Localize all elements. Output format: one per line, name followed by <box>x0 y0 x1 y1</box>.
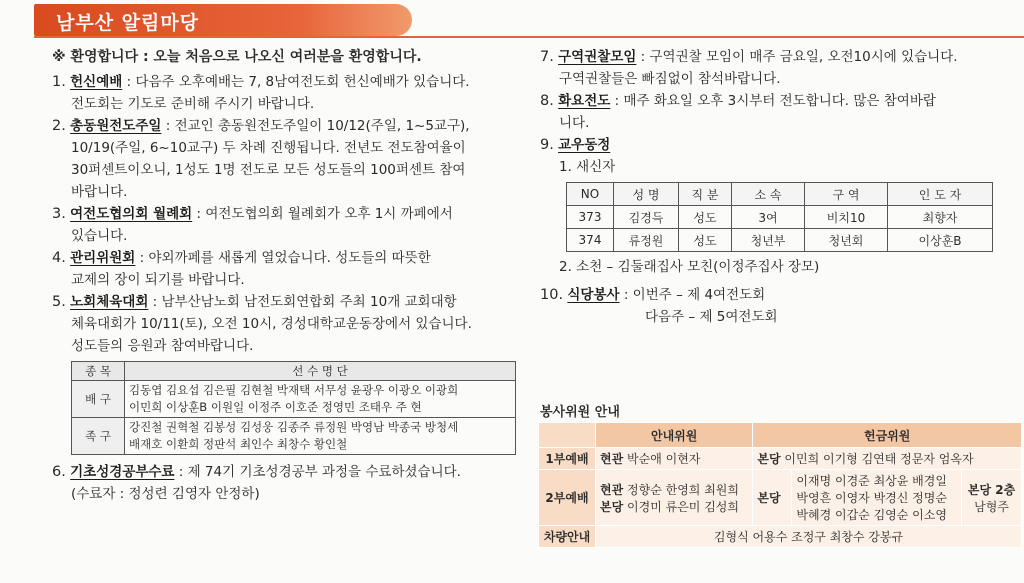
item-subheading: 2. 소천 – 김둘래집사 모친(이정주집사 장모) <box>559 259 820 275</box>
announcement-item <box>52 461 527 505</box>
roster-sport: 족 구 <box>72 418 125 455</box>
announcement-item <box>540 134 1020 178</box>
newcomer-header: 직 분 <box>679 183 732 206</box>
offering-side-cell <box>962 470 1022 526</box>
item-text: 전도회는 기도로 준비해 주시기 바랍니다. <box>71 96 315 112</box>
welcome-text: ※ 환영합니다 : 오늘 처음으로 나오신 여러분을 환영합니다. <box>52 49 422 65</box>
item-number: 6. <box>52 464 66 480</box>
location-label: 본당 2층 <box>967 482 1016 497</box>
item-text: : 여전도협의회 월례회가 오후 1시 까페에서 <box>192 206 453 222</box>
table-row <box>72 418 516 455</box>
vehicle-cell: 김형식 어용수 조정구 최창수 강봉규 <box>596 526 1022 548</box>
guide-cell <box>596 448 753 470</box>
left-column <box>52 46 527 505</box>
announcement-item <box>52 291 527 357</box>
guide-cell <box>596 470 753 526</box>
page-title: 남부산 알림마당 <box>56 12 200 34</box>
newcomer-header: 인 도 자 <box>888 183 993 206</box>
item-text: : 제 74기 기초성경공부 과정을 수료하셨습니다. <box>174 464 461 480</box>
table-cell: 성도 <box>679 229 732 252</box>
names: 이민희 이기형 김연태 정문자 엄옥자 <box>784 452 974 466</box>
newcomer-header: 소 속 <box>732 183 805 206</box>
item-heading: 노회체육대회 <box>70 294 149 310</box>
announcement-item <box>52 115 527 203</box>
newcomer-table <box>566 182 993 252</box>
item-number: 5. <box>52 294 66 310</box>
newcomer-header: 성 명 <box>614 183 679 206</box>
roster-header-players: 선 수 명 단 <box>125 362 516 381</box>
item-text: : 다음주 오후예배는 7, 8남여전도회 헌신예배가 있습니다. <box>122 74 470 90</box>
names: 남형주 <box>974 499 1009 514</box>
table-cell: 청년부 <box>732 229 805 252</box>
item-heading: 헌신예배 <box>70 74 123 90</box>
guide-header: 안내위원 <box>596 423 753 448</box>
roster-sport: 배 구 <box>72 381 125 418</box>
item-text: 구역권찰들은 빠짐없이 참석바랍니다. <box>559 71 781 87</box>
location-label: 본당 <box>600 499 624 514</box>
item-text: 다음주 – 제 5여전도회 <box>645 309 778 325</box>
newcomer-header: 구 역 <box>805 183 888 206</box>
item-text: 니다. <box>559 115 590 131</box>
item-number: 10. <box>540 287 564 303</box>
item-number: 8. <box>540 93 554 109</box>
table-cell: 최향자 <box>888 206 993 229</box>
item-text: : 야외까페를 새롭게 열었습니다. 성도들의 따뜻한 <box>135 250 431 266</box>
announcement-item <box>52 71 527 115</box>
item-text: 체육대회가 10/11(토), 오전 10시, 경성대학교운동장에서 있습니다. <box>71 316 472 332</box>
item-text: : 남부산남노회 남전도회연합회 주최 10개 교회대항 <box>148 294 457 310</box>
table-cell: 성도 <box>679 206 732 229</box>
announcement-item <box>52 247 527 291</box>
table-cell: 김경득 <box>614 206 679 229</box>
item-number: 7. <box>540 49 554 65</box>
roster-players <box>125 418 516 455</box>
announcement-item <box>540 90 1020 134</box>
offering-cell <box>792 470 962 526</box>
item-text: 10/19(주일, 6~10교구) 두 차례 진행됩니다. 전년도 전도참여율이 <box>71 140 466 156</box>
newcomer-header: NO <box>567 183 614 206</box>
table-cell: 374 <box>567 229 614 252</box>
item-text: 바랍니다. <box>71 184 128 200</box>
divider <box>34 36 1024 38</box>
offering-cell <box>753 448 1022 470</box>
table-row <box>567 229 993 252</box>
item-heading: 여전도협의회 월례회 <box>70 206 193 222</box>
item-heading: 교우동정 <box>558 137 611 153</box>
table-cell: 이상훈B <box>888 229 993 252</box>
item-text: : 이번주 – 제 4여전도회 <box>619 287 766 303</box>
announcement-list-left <box>52 71 527 357</box>
names: 정향순 한영희 최원희 <box>627 482 739 497</box>
table-row <box>72 381 516 418</box>
location-label: 본당 <box>753 470 792 526</box>
announcement-list-right <box>540 46 1020 134</box>
roster-table <box>71 361 516 455</box>
item-subheading: 1. 새신자 <box>559 159 616 175</box>
item-heading: 총동원전도주일 <box>70 118 162 134</box>
names: 이경미 류은미 김성희 <box>627 499 739 514</box>
table-cell: 류정원 <box>614 229 679 252</box>
item-text: : 매주 화요일 오후 3시부터 전도합니다. 많은 참여바랍 <box>610 93 936 109</box>
announcement-item <box>540 46 1020 90</box>
names: 박순애 이현자 <box>627 452 701 466</box>
volunteer-corner <box>539 423 596 448</box>
item-heading: 화요전도 <box>558 93 611 109</box>
table-cell: 청년회 <box>805 229 888 252</box>
names: 박영흔 이영자 박경신 정명순 <box>796 491 947 505</box>
location-label: 현관 <box>600 452 624 466</box>
table-cell: 3여 <box>732 206 805 229</box>
item-number: 9. <box>540 137 554 153</box>
item-heading: 구역권찰모임 <box>558 49 637 65</box>
item-number: 1. <box>52 74 66 90</box>
item-number: 4. <box>52 250 66 266</box>
names: 박혜경 이갑순 김영순 이소영 <box>796 508 947 522</box>
item-text: 30퍼센트이오니, 1성도 1명 전도로 모든 성도들의 100퍼센트 참여 <box>71 162 466 178</box>
row-label: 1부예배 <box>539 448 596 470</box>
table-cell: 비치10 <box>805 206 888 229</box>
item-text: 성도들의 응원과 참여바랍니다. <box>71 338 254 354</box>
announcement-item <box>540 284 1020 328</box>
volunteer-table <box>538 422 1022 548</box>
right-column <box>540 46 1020 328</box>
names: 이재명 이경준 최상윤 배경일 <box>796 474 947 488</box>
item-heading: 식당봉사 <box>567 287 620 303</box>
item-text: 교제의 장이 되기를 바랍니다. <box>71 272 245 288</box>
roster-line: 김동엽 김요섭 김은필 김현철 박재택 서무성 윤광우 이광오 이광희 <box>129 383 459 397</box>
item-number: 3. <box>52 206 66 222</box>
roster-players <box>125 381 516 418</box>
item-heading: 기초성경공부수료 <box>70 464 175 480</box>
item-text: : 구역권찰 모임이 매주 금요일, 오전10시에 있습니다. <box>636 49 958 65</box>
roster-line: 강진철 권혁철 김봉성 김성웅 김종주 류정원 박영남 박종국 방청세 <box>129 420 459 434</box>
row-label: 차량안내 <box>539 526 596 548</box>
item-text: 있습니다. <box>71 228 128 244</box>
notice-banner <box>34 4 412 36</box>
offering-header: 헌금위원 <box>753 423 1022 448</box>
volunteer-title: 봉사위원 안내 <box>540 405 620 420</box>
roster-line: 배재호 이환희 정판석 최인수 최창수 황인철 <box>129 437 348 451</box>
location-label: 현관 <box>600 482 624 497</box>
announcement-item <box>52 203 527 247</box>
roster-header-sport: 종 목 <box>72 362 125 381</box>
item-heading: 관리위원회 <box>70 250 136 266</box>
row-label: 2부예배 <box>539 470 596 526</box>
item-text: (수료자 : 정성련 김영자 안정하) <box>71 486 260 502</box>
location-label: 본당 <box>757 452 781 466</box>
table-cell: 373 <box>567 206 614 229</box>
item-number: 2. <box>52 118 66 134</box>
roster-line: 이민희 이상훈B 이원일 이정주 이호준 정영민 조태우 주 현 <box>129 400 422 414</box>
item-text: : 전교인 총동원전도주일이 10/12(주일, 1~5교구), <box>161 118 470 134</box>
table-row <box>567 206 993 229</box>
